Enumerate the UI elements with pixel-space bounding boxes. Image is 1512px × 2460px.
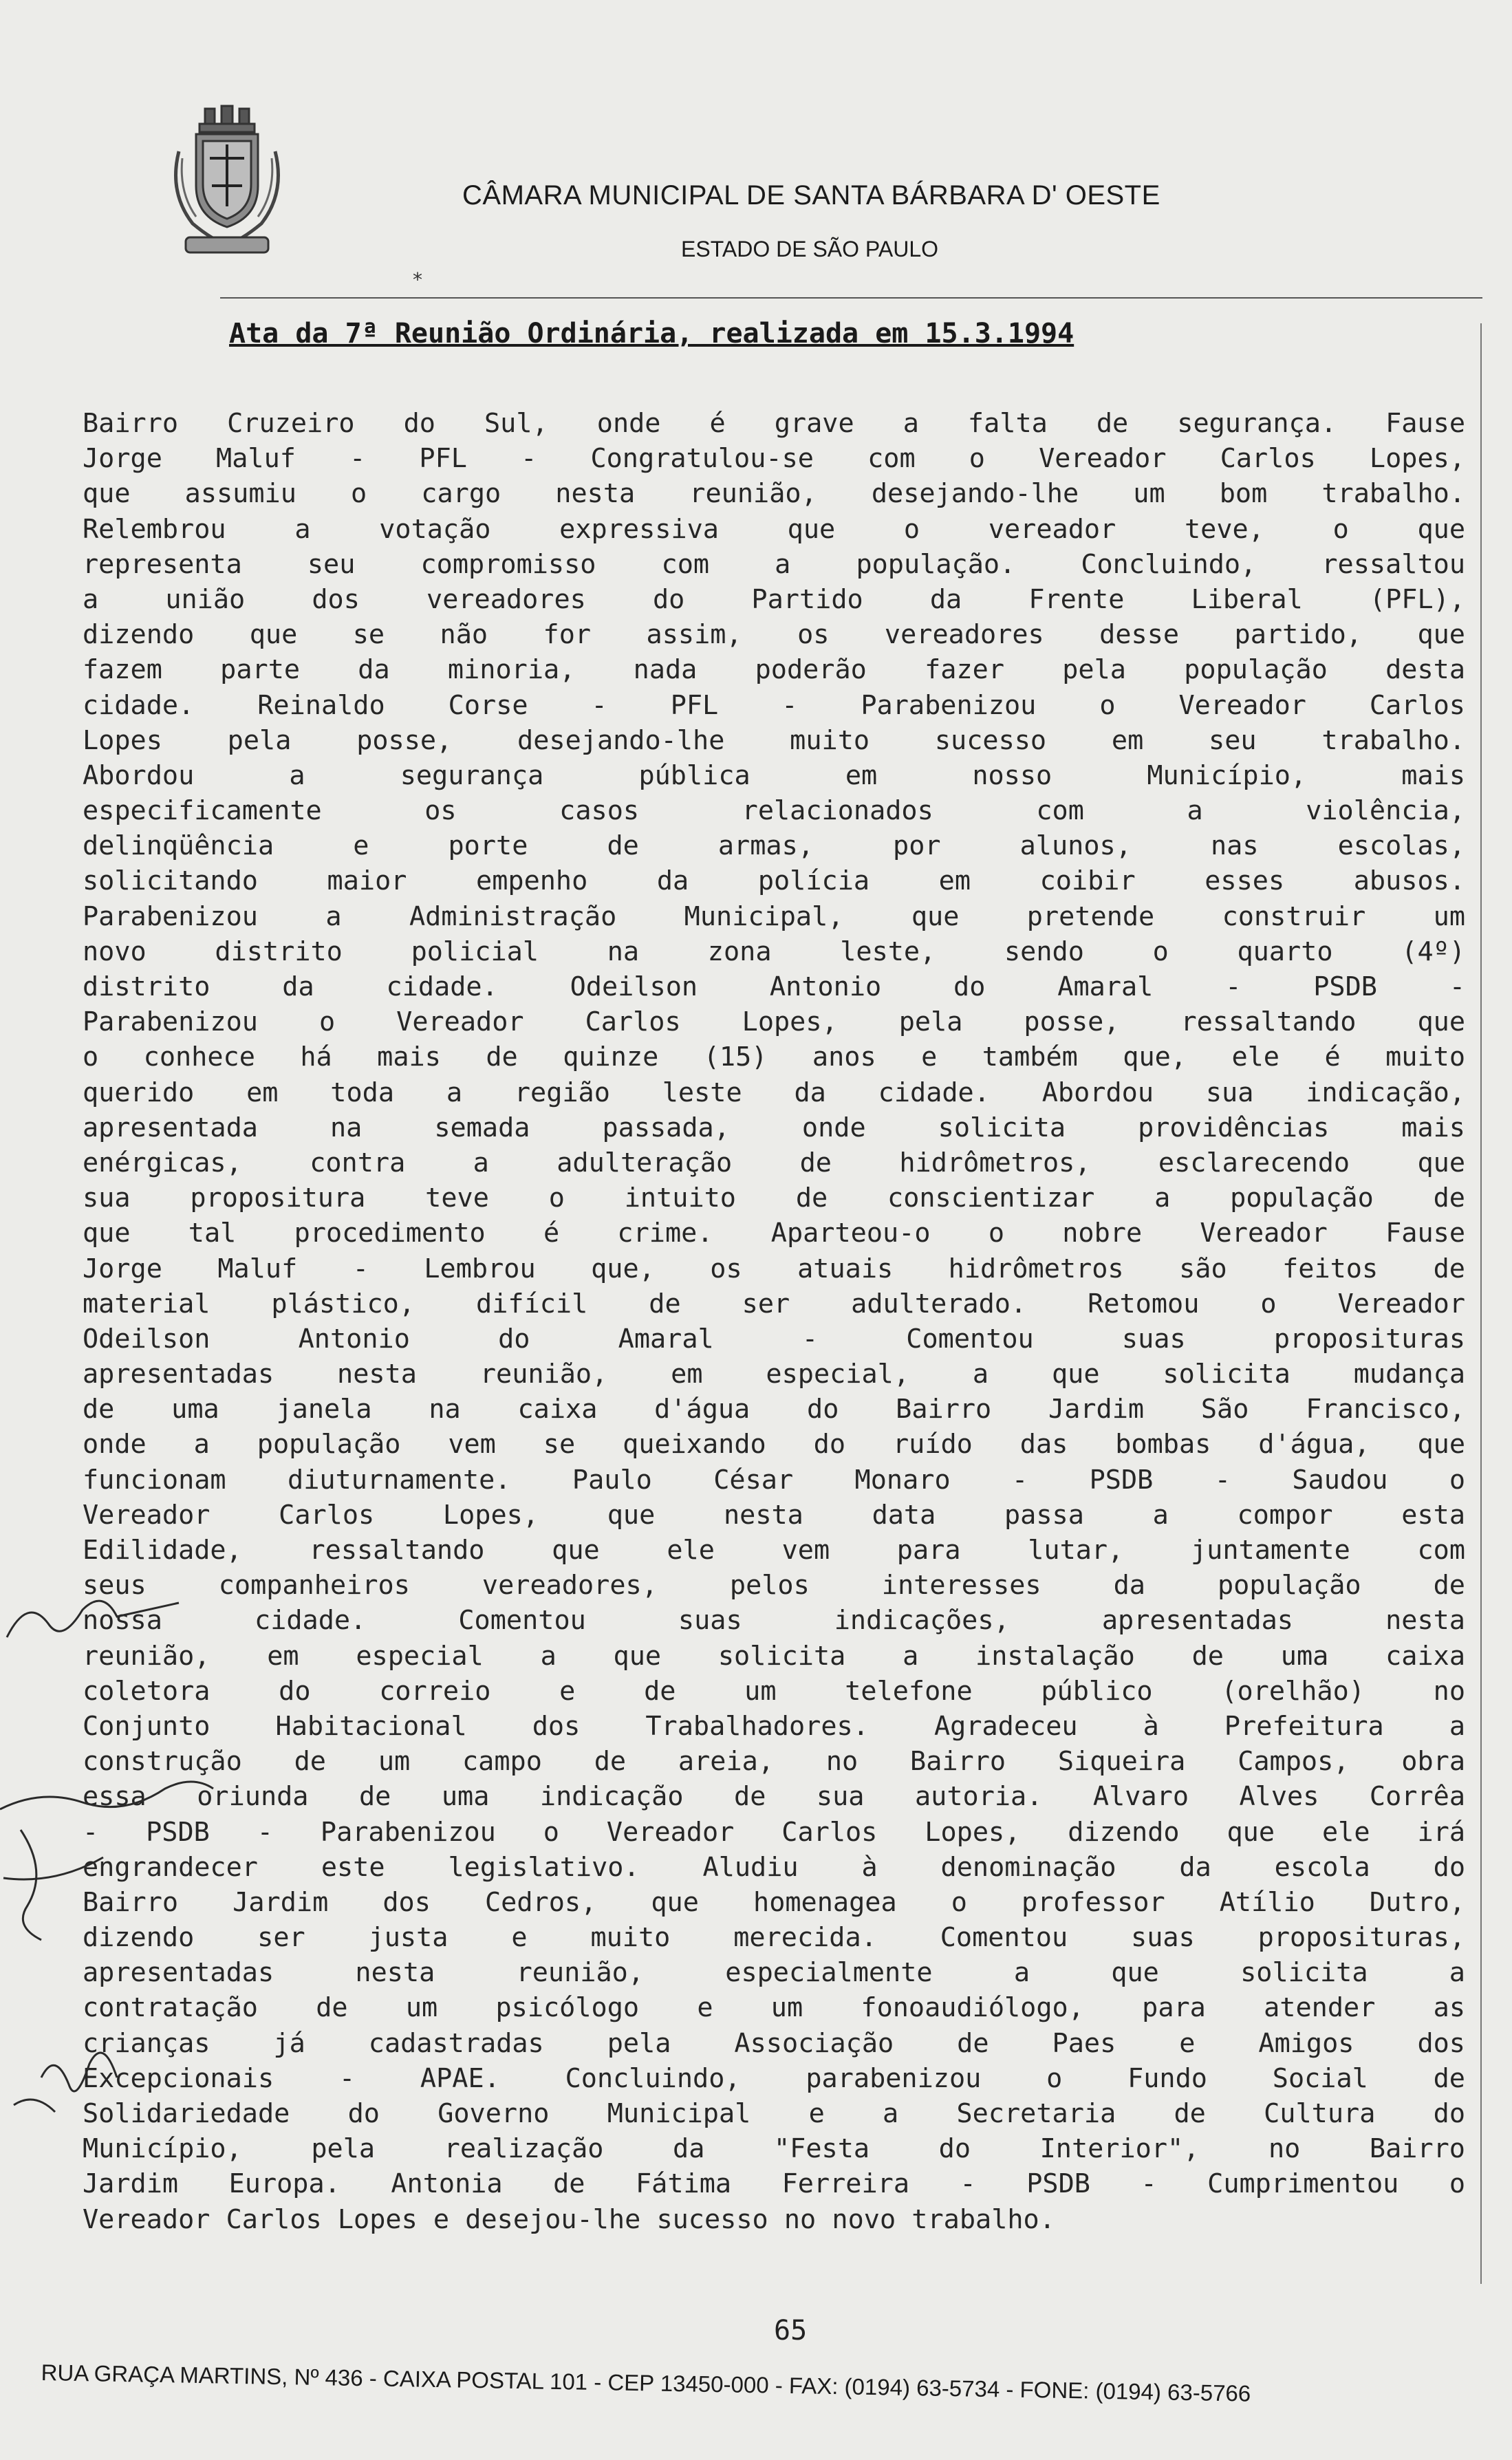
body-line: Lopes pela posse, desejando-lhe muito sucesso em seu trabalho. [83,724,1465,756]
body-line: apresentadas nesta reunião, especialmente a que solicita a [83,1957,1465,1989]
body-line: essa oriunda de uma indicação de sua autoria. Alvaro Alves Corrêa [83,1781,1465,1813]
body-line: Jorge Maluf - Lembrou que, os atuais hidrômetros são feitos de [83,1253,1465,1284]
body-line: engrandecer este legislativo. Aludiu à denominação da escola do [83,1851,1465,1883]
body-line: construção de um campo de areia, no Bairro Siqueira Campos, obra [83,1746,1465,1778]
minutes-body [83,406,1465,2237]
body-line: Bairro Jardim dos Cedros, que homenagea o professor Atílio Dutro, [83,1886,1465,1918]
body-line: reunião, em especial a que solicita a instalação de uma caixa [83,1640,1465,1672]
star-marker: * [413,268,422,291]
margin-line [1480,323,1482,2284]
body-line: dizendo que se não for assim, os vereadores desse partido, que [83,619,1465,651]
body-line: Conjunto Habitacional dos Trabalhadores. Agradeceu à Prefeitura a [83,1710,1465,1742]
body-line: Solidariedade do Governo Municipal e a Secretaria de Cultura do [83,2098,1465,2129]
body-line: nossa cidade. Comentou suas indicações, apresentadas nesta [83,1605,1465,1637]
body-line: Edilidade, ressaltando que ele vem para lutar, juntamente com [83,1535,1465,1566]
body-line: crianças já cadastradas pela Associação de Paes e Amigos dos [83,2027,1465,2059]
body-line: Vereador Carlos Lopes e desejou-lhe sucesso no novo trabalho. [83,2203,1055,2235]
page-number: 65 [774,2315,808,2346]
body-line: delinqüência e porte de armas, por alunos, nas escolas, [83,830,1465,862]
body-line: onde a população vem se queixando do ruído das bombas d'água, que [83,1429,1465,1460]
body-line: funcionam diuturnamente. Paulo César Monaro - PSDB - Saudou o [83,1464,1465,1496]
body-line: Bairro Cruzeiro do Sul, onde é grave a falta de segurança. Fause [83,408,1465,439]
body-line: que tal procedimento é crime. Aparteou-o o nobre Vereador Fause [83,1218,1465,1249]
body-line: representa seu compromisso com a população. Concluindo, ressaltou [83,548,1465,580]
body-line: Município, pela realização da "Festa do Interior", no Bairro [83,2133,1465,2165]
body-line: querido em toda a região leste da cidade. Abordou sua indicação, [83,1077,1465,1108]
body-line: cidade. Reinaldo Corse - PFL - Parabenizou o Vereador Carlos [83,689,1465,721]
body-line: Abordou a segurança pública em nosso Município, mais [83,759,1465,791]
body-line: Parabenizou a Administração Municipal, que pretende construir um [83,900,1465,932]
body-line: Relembrou a votação expressiva que o vereador teve, o que [83,513,1465,545]
body-line: a união dos vereadores do Partido da Frente Liberal (PFL), [83,583,1465,615]
body-line: apresentada na semada passada, onde solicita providências mais [83,1112,1465,1143]
body-line: - PSDB - Parabenizou o Vereador Carlos Lopes, dizendo que ele irá [83,1816,1465,1848]
signature-icon [0,1582,227,2201]
body-line: coletora do correio e de um telefone público (orelhão) no [83,1675,1465,1707]
body-line: material plástico, difícil de ser adulterado. Retomou o Vereador [83,1288,1465,1319]
footer-address: RUA GRAÇA MARTINS, Nº 436 - CAIXA POSTAL 101 - CEP 13450-000 - FAX: (0194) 63-5734 - FONE: (0194) 63-5766 [41,2360,1251,2406]
body-line: contratação de um psicólogo e um fonoaudiólogo, para atender as [83,1992,1465,2024]
minutes-title: Ata da 7ª Reunião Ordinária, realizada em 15.3.1994 [229,318,1074,349]
body-line: solicitando maior empenho da polícia em coibir esses abusos. [83,865,1465,897]
body-line: Excepcionais - APAE. Concluindo, parabenizou o Fundo Social de [83,2062,1465,2094]
body-line: sua propositura teve o intuito de conscientizar a população de [83,1183,1465,1214]
body-line: distrito da cidade. Odeilson Antonio do Amaral - PSDB - [83,971,1465,1002]
body-line: Vereador Carlos Lopes, que nesta data passa a compor esta [83,1499,1465,1531]
state-name: ESTADO DE SÃO PAULO [681,237,939,261]
coat-of-arms-icon [165,103,289,261]
body-line: novo distrito policial na zona leste, sendo o quarto (4º) [83,936,1465,967]
body-line: apresentadas nesta reunião, em especial, a que solicita mudança [83,1359,1465,1390]
body-line: que assumiu o cargo nesta reunião, desejando-lhe um bom trabalho. [83,478,1465,510]
body-line: de uma janela na caixa d'água do Bairro Jardim São Francisco, [83,1394,1465,1425]
council-name: CÂMARA MUNICIPAL DE SANTA BÁRBARA D' OESTE [462,180,1160,211]
body-line: Jardim Europa. Antonia de Fátima Ferreira - PSDB - Cumprimentou o [83,2168,1465,2200]
header-divider [220,297,1482,299]
body-line: especificamente os casos relacionados com a violência, [83,795,1465,827]
body-line: Parabenizou o Vereador Carlos Lopes, pela posse, ressaltando que [83,1006,1465,1038]
body-line: o conhece há mais de quinze (15) anos e também que, ele é muito [83,1042,1465,1073]
body-line: seus companheiros vereadores, pelos interesses da população de [83,1570,1465,1601]
body-line: dizendo ser justa e muito merecida. Comentou suas proposituras, [83,1922,1465,1954]
body-line: Odeilson Antonio do Amaral - Comentou suas proposituras [83,1323,1465,1355]
body-line: Jorge Maluf - PFL - Congratulou-se com o Vereador Carlos Lopes, [83,443,1465,475]
body-line: fazem parte da minoria, nada poderão fazer pela população desta [83,654,1465,686]
body-line: enérgicas, contra a adulteração de hidrômetros, esclarecendo que [83,1147,1465,1178]
